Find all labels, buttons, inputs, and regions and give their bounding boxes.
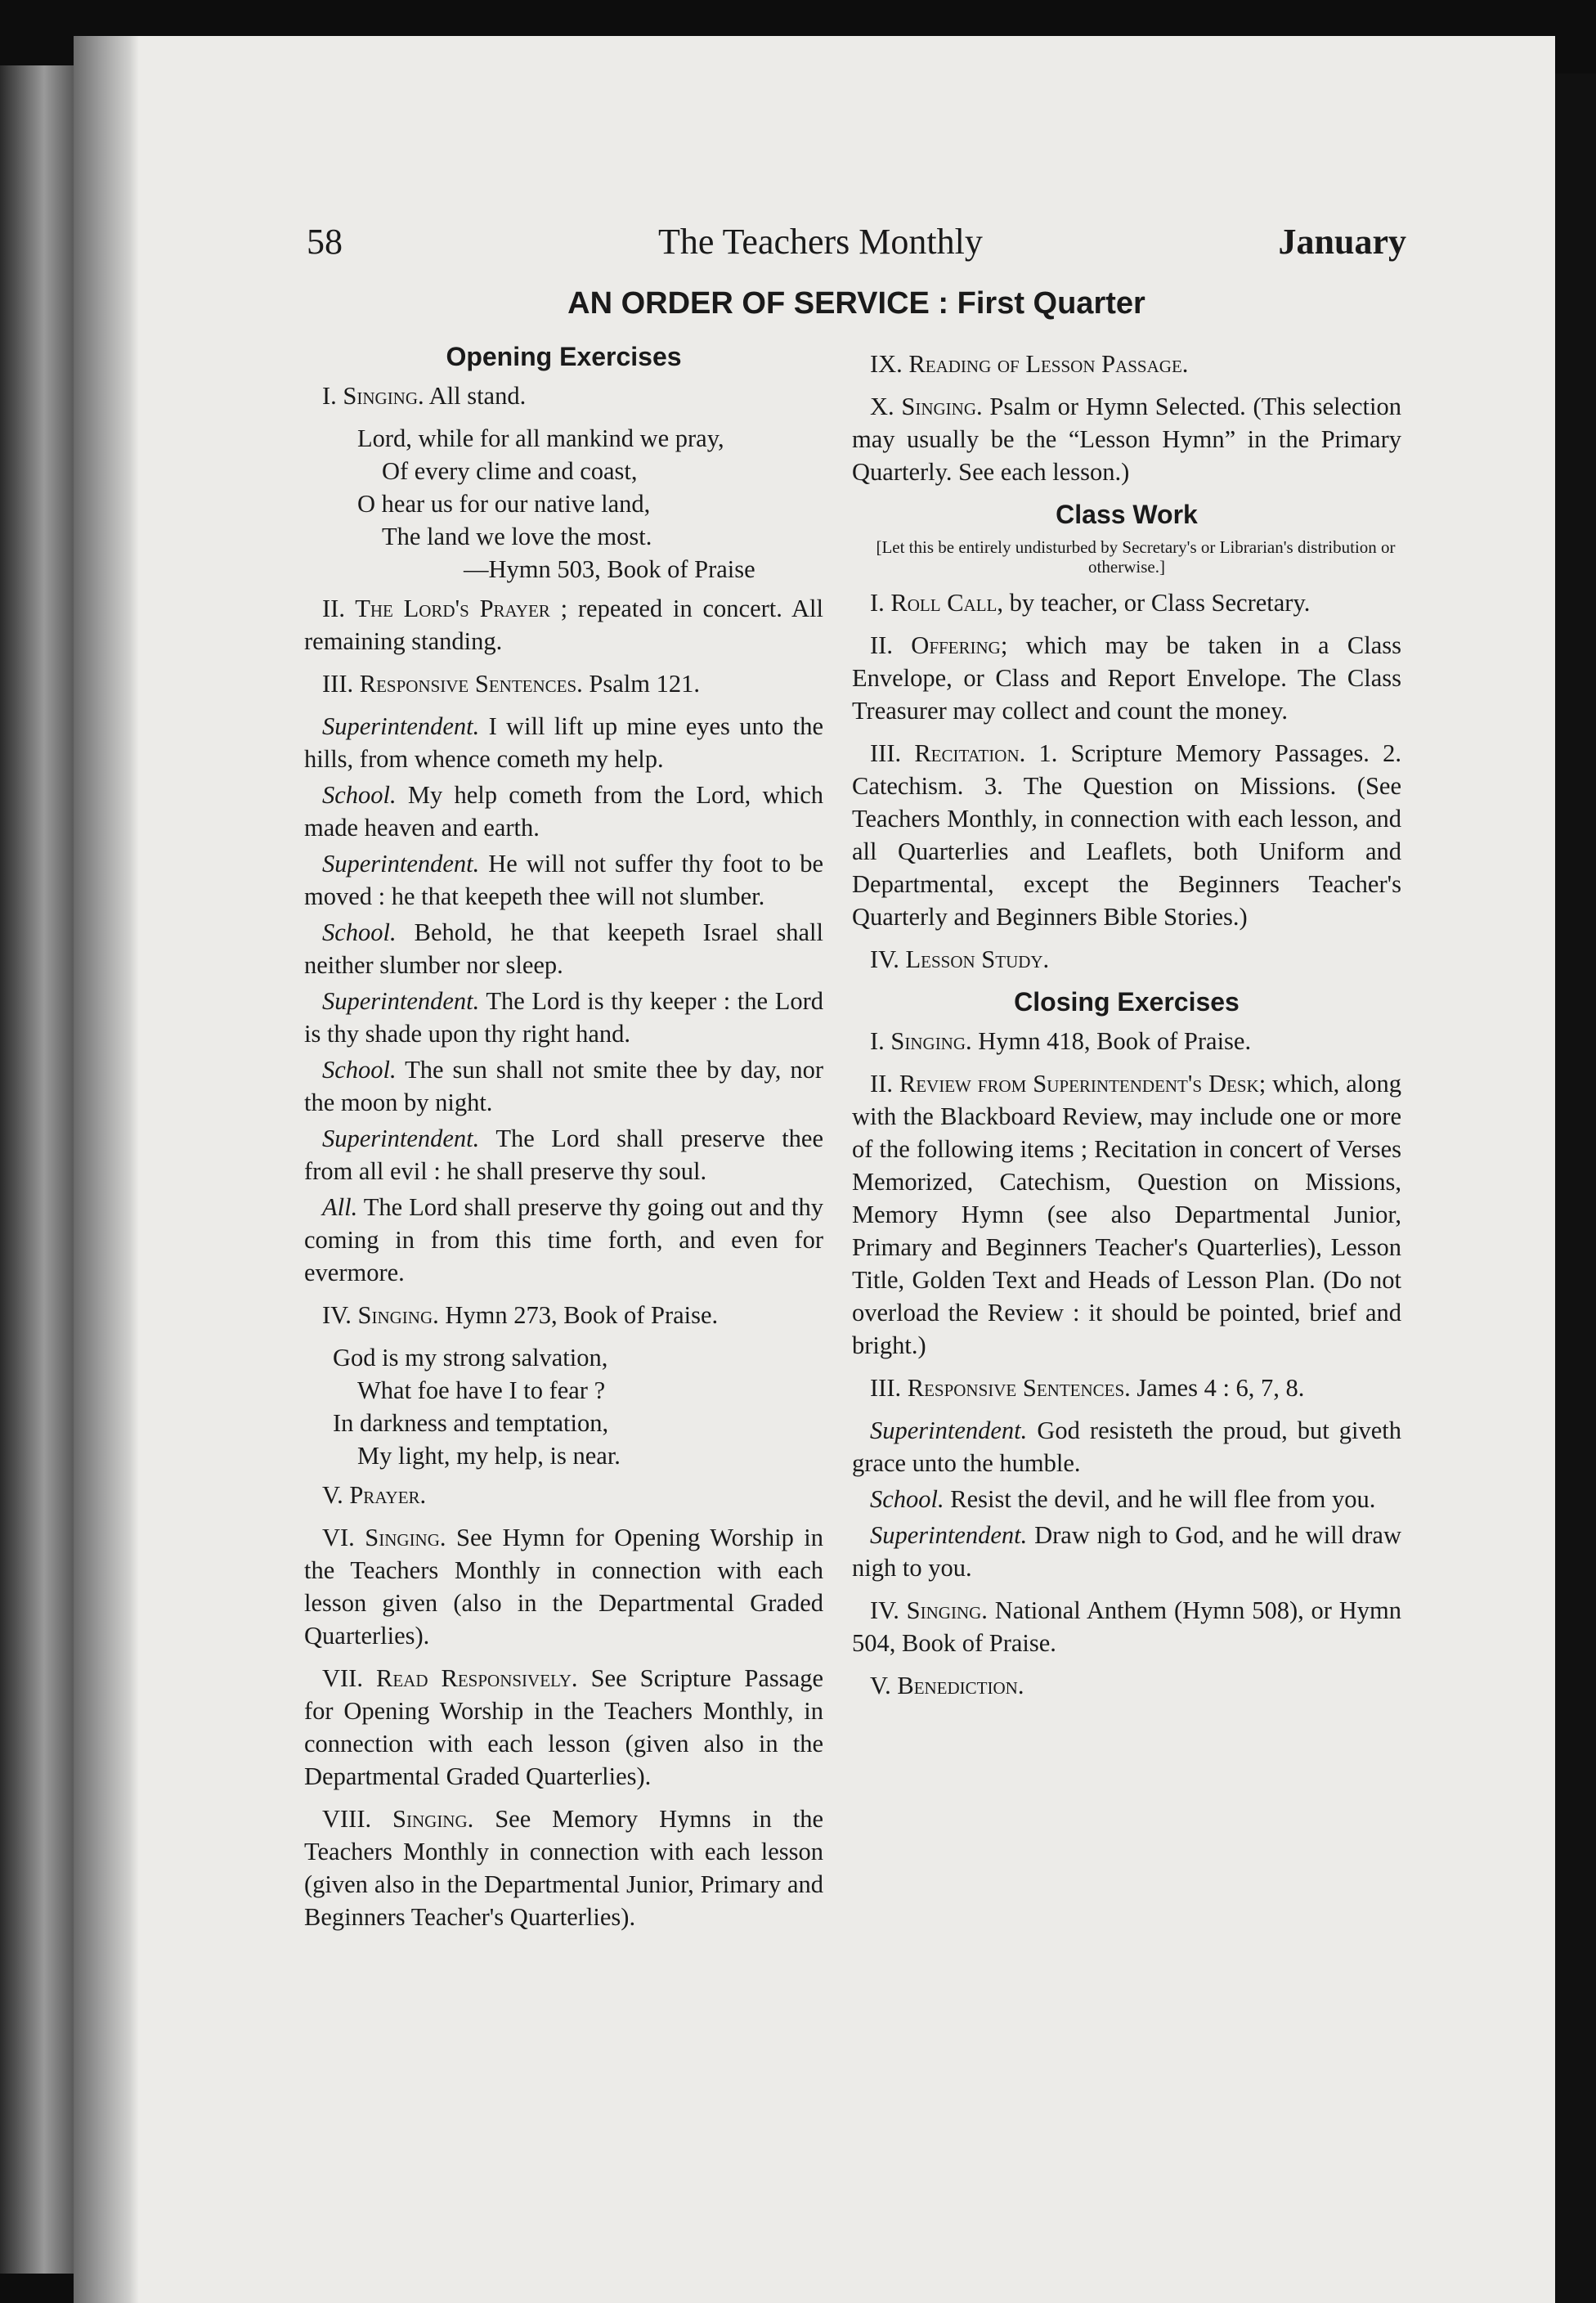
item-vi-singing: VI. Singing. See Hymn for Opening Worship in the Teachers Monthly in connection with each lesson given (also in the Departmental Graded Quarterlies). — [304, 1524, 824, 1650]
closing-item-anthem: IV. Singing. National Anthem (Hymn 508), or Hymn 504, Book of Praise. — [852, 1596, 1401, 1657]
item-iii-responsive: III. Responsive Sentences. Psalm 121. — [322, 670, 700, 698]
book-right-edge — [1555, 74, 1596, 2303]
page-number: 58 — [307, 222, 343, 262]
response-line: School. Resist the devil, and he will flee from you. — [870, 1485, 1376, 1513]
item-vii-read-responsively: VII. Read Responsively. See Scripture Passage for Opening Worship in the Teachers Monthly, in connection with each lesson (given also in the Departmental Graded Quarterlies). — [304, 1664, 823, 1790]
response-line: Superintendent. Draw nigh to God, and he will draw nigh to you. — [852, 1521, 1401, 1582]
right-column — [852, 348, 1401, 1712]
hymn-273-verse: God is my strong salvation, What foe have I to fear ? In darkness and temptation, My light, my help, is near. — [333, 1344, 621, 1470]
item-v-prayer: V. Prayer. — [322, 1481, 427, 1509]
item-viii-singing: VIII. Singing. See Memory Hymns in the Teachers Monthly in connection with each lesson (given also in the Departmental Junior, Primary and Beginners Teacher's Quarterlies). — [304, 1805, 824, 1931]
left-column — [304, 335, 823, 1943]
response-line: Superintendent. I will lift up mine eyes unto the hills, from whence cometh my help. — [304, 712, 823, 773]
response-line: All. The Lord shall preserve thy going out and thy coming in from this time forth, and even for evermore. — [304, 1193, 823, 1286]
response-line: Superintendent. The Lord shall preserve thee from all evil : he shall preserve thy soul. — [304, 1125, 824, 1185]
class-item-lesson-study: IV. Lesson Study. — [870, 945, 1050, 973]
item-ii-lords-prayer: II. The Lord's Prayer ; repeated in concert. All remaining standing. — [304, 595, 823, 655]
closing-item-benediction: V. Benediction. — [870, 1672, 1024, 1699]
page-title: AN ORDER OF SERVICE : First Quarter — [567, 286, 1145, 321]
running-header — [307, 221, 1406, 270]
hymn-503-verse: Lord, while for all mankind we pray, Of every clime and coast, O hear us for our native land, The land we love the most. —Hymn 503, Book of Praise — [304, 422, 823, 586]
class-item-roll-call: I. Roll Call, by teacher, or Class Secretary. — [870, 589, 1311, 617]
hymn-citation: —Hymn 503, Book of Praise — [464, 555, 755, 583]
response-line: School. The sun shall not smite thee by day, nor the moon by night. — [304, 1056, 823, 1116]
closing-exercises-heading: Closing Exercises — [1014, 987, 1240, 1017]
response-line: Superintendent. He will not suffer thy foot to be moved : he that keepeth thee will not slumber. — [304, 850, 824, 910]
response-line: School. My help cometh from the Lord, which made heaven and earth. — [304, 781, 824, 842]
publication-title: The Teachers Monthly — [658, 222, 983, 262]
item-ix-reading: IX. Reading of Lesson Passage. — [870, 350, 1189, 378]
opening-exercises-heading: Opening Exercises — [446, 342, 682, 371]
response-line: Superintendent. The Lord is thy keeper : the Lord is thy shade upon thy right hand. — [304, 987, 823, 1048]
response-line: Superintendent. God resisteth the proud, but giveth grace unto the humble. — [852, 1416, 1402, 1477]
book-left-edge — [0, 65, 74, 2274]
page-gutter-shadow — [74, 36, 139, 2303]
class-work-heading: Class Work — [1056, 500, 1198, 529]
response-line: School. Behold, he that keepeth Israel shall neither slumber nor sleep. — [304, 918, 823, 979]
closing-item-review: II. Review from Superintendent's Desk; which, along with the Blackboard Review, may include one or more of the following items ; Recitation in concert of Verses Memorized, Catechism, Question on Missions, Memory Hymn (see also Departmental Junior, Primary and Beginners Teacher's Quarterlies), Lesson Title, Golden Text and Heads of Lesson Plan. (Do not overload the Review : it should be pointed, brief and bright.) — [852, 1070, 1401, 1359]
closing-item-responsive: III. Responsive Sentences. James 4 : 6, 7, 8. — [870, 1374, 1305, 1402]
class-work-note: [Let this be entirely undisturbed by Secretary's or Librarian's distribution or otherwise.] — [876, 537, 1396, 577]
item-x-singing: X. Singing. Psalm or Hymn Selected. (This selection may usually be the “Lesson Hymn” in the Primary Quarterly. See each lesson.) — [852, 393, 1402, 486]
item-i-singing: I. Singing. All stand. — [322, 382, 527, 410]
issue-month: January — [1278, 222, 1406, 262]
item-iv-singing: IV. Singing. Hymn 273, Book of Praise. — [322, 1301, 719, 1329]
closing-item-singing: I. Singing. Hymn 418, Book of Praise. — [870, 1027, 1252, 1055]
class-item-offering: II. Offering; which may be taken in a Class Envelope, or Class and Report Envelope. The Class Treasurer may collect and count the money. — [852, 631, 1402, 725]
class-item-recitation: III. Recitation. 1. Scripture Memory Passages. 2. Catechism. 3. The Question on Missions. (See Teachers Monthly, in connection with each lesson, and all Quarterlies and Leaflets, both Uniform and Departmental, except the Beginners Teacher's Quarterly and Beginners Bible Stories.) — [852, 739, 1401, 931]
